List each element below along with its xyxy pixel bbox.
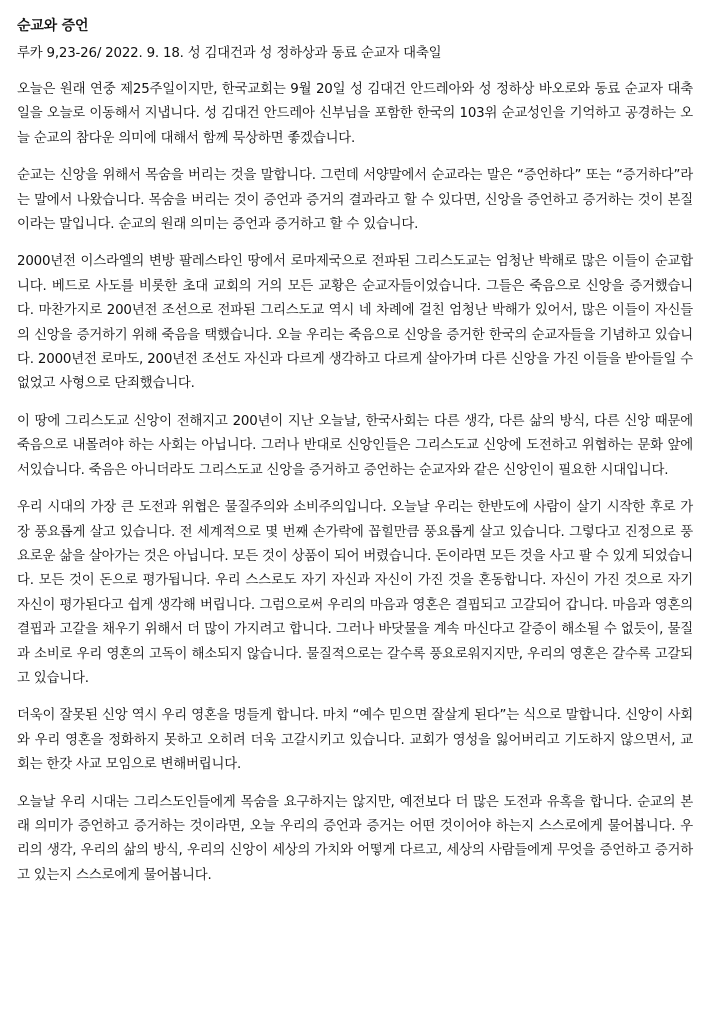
- paragraph-1: 오늘은 원래 연중 제25주일이지만, 한국교회는 9월 20일 성 김대건 안드레아와 성 정하상 바오로와 동료 순교자 대축일을 오늘로 이동해서 지냅니다. 성 김대건 안드레아 신부님을 포함한 한국의 103위 순교성인을 기억하고 공경하는 오늘 순교의 참다운 의미에 대해서 함께 묵상하면 좋겠습니다.: [17, 82, 693, 146]
- paragraph-4: 이 땅에 그리스도교 신앙이 전해지고 200년이 지난 오늘날, 한국사회는 다른 생각, 다른 삶의 방식, 다른 신앙 때문에 죽음으로 내몰려야 하는 사회는 아닙니다. 그러나 반대로 신앙인들은 그리스도교 신앙에 도전하고 위협하는 문화 앞에 서있습니다. 죽음은 아니더라도 그리스도교 신앙을 증거하고 증언하는 순교자와 같은 신앙인이 필요한 시대입니다.: [17, 413, 693, 478]
- paragraph-5: 우리 시대의 가장 큰 도전과 위협은 물질주의와 소비주의입니다. 오늘날 우리는 한반도에 사람이 살기 시작한 후로 가장 풍요롭게 살고 있습니다. 전 세계적으로 몇 번째 손가락에 꼽힐만큼 풍요롭게 살고 있습니다. 그렇다고 진정으로 풍요로운 삶을 살아가는 것은 아닙니다. 모든 것이 상품이 되어 버렸습니다. 돈이라면 모든 것을 사고 팔 수 있게 되었습니다. 모든 것이 돈으로 평가됩니다. 우리 스스로도 자기 자신과 자신이 가진 것을 혼동합니다. 자신이 가진 것으로 자기 자신이 평가된다고 쉽게 생각해 버립니다. 그럼으로써 우리의 마음과 영혼은 결핍되고 고갈되어 갑니다. 마음과 영혼의 결핍과 고갈을 채우기 위해서 더 많이 가지려고 합니다. 그러나 바닷물을 계속 마신다고 갈증이 해소될 수 없듯이, 물질과 소비로 우리 영혼의 고독이 해소되지 않습니다. 물질적으로는 갈수록 풍요로워지지만, 우리의 영혼은 갈수록 고갈되고 있습니다.: [17, 500, 693, 686]
- document-subtitle: 루카 9,23-26/ 2022. 9. 18. 성 김대건과 성 정하상과 동료 순교자 대축일: [17, 46, 442, 61]
- paragraph-7: 오늘날 우리 시대는 그리스도인들에게 목숨을 요구하지는 않지만, 예전보다 더 많은 도전과 유혹을 합니다. 순교의 본래 의미가 증언하고 증거하는 것이라면, 오늘 우리의 증언과 증거는 어떤 것이어야 하는지 스스로에게 물어봅니다. 우리의 생각, 우리의 삶의 방식, 우리의 신앙이 세상의 가치와 어떻게 다르고, 세상의 사람들에게 무엇을 증언하고 증거하고 있는지 스스로에게 물어봅니다.: [17, 794, 693, 883]
- paragraph-6: 더욱이 잘못된 신앙 역시 우리 영혼을 멍들게 합니다. 마치 “예수 믿으면 잘살게 된다”는 식으로 말합니다. 신앙이 사회와 우리 영혼을 정화하지 못하고 오히려 더욱 고갈시키고 있습니다. 교회가 영성을 잃어버리고 기도하지 않으면서, 교회는 한갓 사교 모임으로 변해버립니다.: [17, 708, 693, 773]
- document-title: 순교와 증언: [17, 18, 89, 34]
- document-page: [17, 16, 693, 901]
- paragraph-2: 순교는 신앙을 위해서 목숨을 버리는 것을 말합니다. 그런데 서양말에서 순교라는 말은 “증언하다” 또는 “증거하다”라는 말에서 나왔습니다. 목숨을 버리는 것이 증언과 증거의 결과라고 할 수 있다면, 신앙을 증언하고 증거하는 것이 본질이라는 말입니다. 순교의 원래 의미는 증언과 증거하고 할 수 있습니다.: [17, 168, 693, 233]
- paragraph-3: 2000년전 이스라엘의 변방 팔레스타인 땅에서 로마제국으로 전파된 그리스도교는 엄청난 박해로 많은 이들이 순교합니다. 베드로 사도를 비롯한 초대 교회의 거의 모든 교황은 순교자들이었습니다. 그들은 죽음으로 신앙을 증거했습니다. 마찬가지로 200년전 조선으로 전파된 그리스도교 역시 네 차례에 걸친 엄청난 박해가 있어서, 많은 이들이 자신들의 신앙을 증거하기 위해 죽음을 택했습니다. 오늘 우리는 죽음으로 신앙을 증거한 한국의 순교자들을 기념하고 있습니다. 2000년전 로마도, 200년전 조선도 자신과 다르게 생각하고 다르게 살아가며 다른 신앙을 가진 이들을 받아들일 수 없었고 사형으로 단죄했습니다.: [17, 254, 693, 392]
